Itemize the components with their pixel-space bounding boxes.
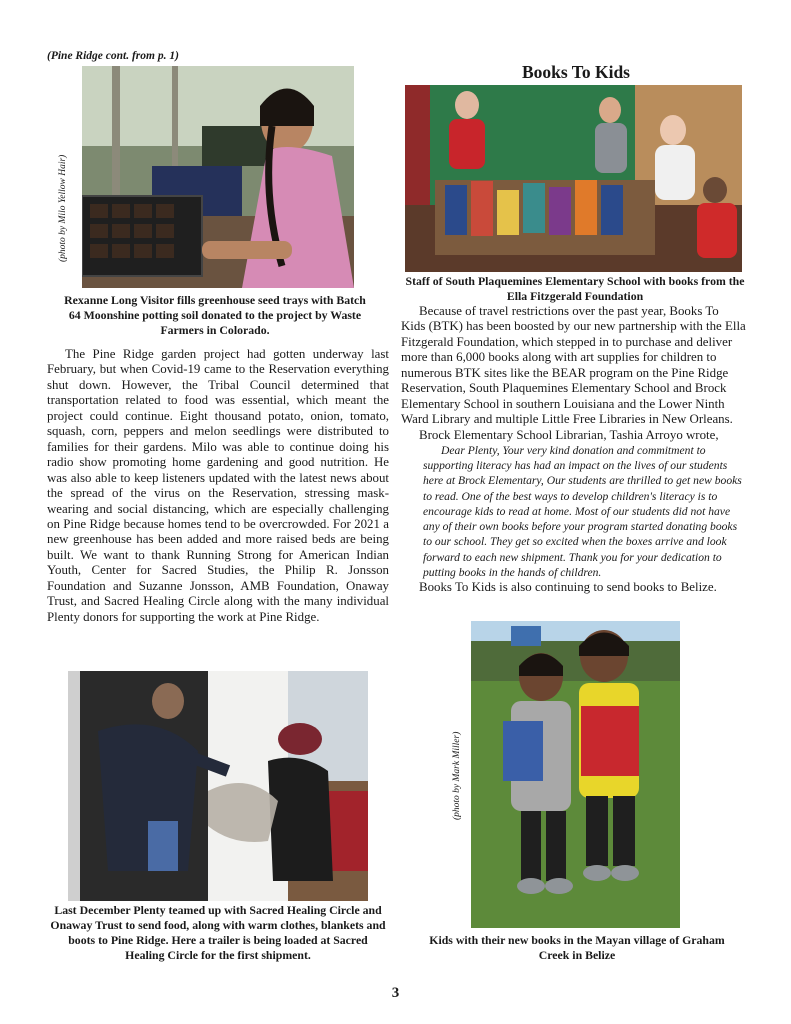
pine-ridge-paragraph: The Pine Ridge garden project had gotten underway last February, but when Covid-19 came to the Reservation everything shut down. However, the Tribal Council determined that transportation related to food was essential, which meant the project could continue. Eight thousand potato, onion, tomato, squash, corn, peppers and melon seedlings were distributed to families for their gardens. Milo was able to continue doing his radio show promoting home gardening and good nutrition. He was also able to keep listeners updated with the latest news about the spread of the virus on the Reservation, stressing mask-wearing and social distancing, which are especially challenging on Pine Ridge because homes tend to be overcrowded. For 2021 a new greenhouse has been added and more raised beds are being built. We want to thank Running Strong for American Indian Youth, Center for Sacred Studies, the Philip R. Jonsson Foundation and Suzanne Jonsson, AMB Foundation, Onaway Trust, and Sacred Healing Circle along with the many individual Plenty donors for supporting the work at Pine Ridge.	[47, 347, 389, 624]
btk-paragraph-2: Brock Elementary School Librarian, Tashia Arroyo wrote,	[419, 427, 719, 442]
books-to-kids-title: Books To Kids	[522, 62, 630, 82]
librarian-letter: Dear Plenty, Your very kind donation and commitment to supporting literacy has had an impact on the lives of our students here at Brock Elementary, Our students are thrilled to get new books to read. One of the best ways to develop children's literacy is to encourage kids to read at home. Most of our students did not have any of their own books before your program started donating books to our school. They get so excited when the boxes arrive and look forward to each new shipment. Thank you for your dedication to putting books in the hands of children.	[423, 444, 742, 579]
btk-paragraph-3: Books To Kids is also continuing to send books to Belize.	[419, 579, 717, 594]
school-staff-books-photo	[405, 85, 742, 272]
staff-photo-caption: Staff of South Plaquemines Elementary School with books from the Ella Fitzgerald Foundation	[405, 274, 745, 303]
btk-paragraph-1: Because of travel restrictions over the past year, Books To Kids (BTK) has been boosted by our new partnership with the Ella Fitzgerald Foundation, which stepped in to purchase and deliver more than 6,000 books along with art supplies for children to numerous BTK sites like the BEAR program on the Pine Ridge Reservation, South Plaquemines Elementary School and Brock Elementary School in southern Louisiana and the Lower Ninth Ward Library and multiple Little Free Libraries in New Orleans.	[401, 304, 746, 427]
belize-photo-caption: Kids with their new books in the Mayan village of Graham Creek in Belize	[429, 933, 725, 962]
photo-credit-greenhouse: (photo by Milo Yellow Hair)	[58, 154, 68, 262]
greenhouse-photo-caption: Rexanne Long Visitor fills greenhouse seed trays with Batch 64 Moonshine potting soil donated to the project by Waste Farmers in Colorado.	[64, 293, 366, 337]
pine-ridge-article-body	[47, 347, 389, 625]
photo-credit-belize: (photo by Mark Miller)	[452, 731, 462, 820]
continuation-note: (Pine Ridge cont. from p. 1)	[47, 50, 179, 62]
belize-kids-photo	[471, 621, 680, 928]
page-number: 3	[391, 985, 400, 1001]
trailer-photo-caption: Last December Plenty teamed up with Sacred Healing Circle and Onaway Trust to send food, along with warm clothes, blankets and boots to Pine Ridge. Here a trailer is being loaded at Sacred Healing Circle for the first shipment.	[50, 903, 386, 962]
greenhouse-photo	[82, 66, 354, 288]
books-to-kids-article-body	[401, 304, 746, 595]
trailer-loading-photo	[68, 671, 368, 901]
